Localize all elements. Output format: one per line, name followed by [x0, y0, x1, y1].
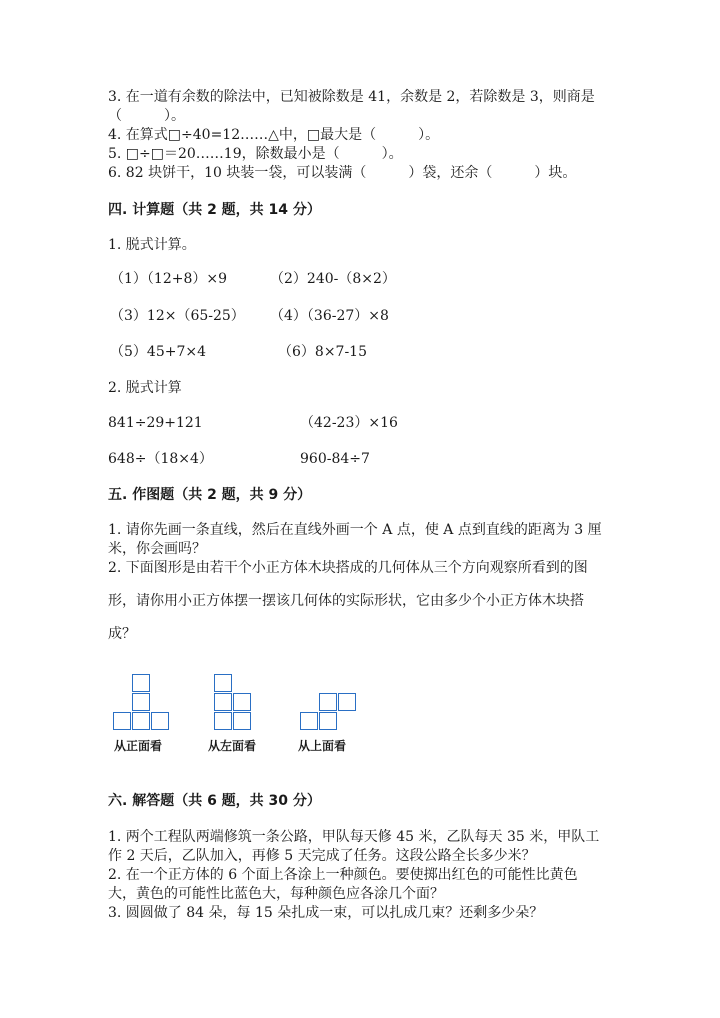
calc-item: （2）240-（8×2）	[270, 271, 396, 287]
calc-q1-title: 1. 脱式计算。	[108, 237, 196, 253]
word-q2-line1: 2. 在一个正方体的 6 个面上各涂上一种颜色。要使掷出红色的可能性比黄色	[108, 867, 578, 883]
cube-square	[132, 674, 150, 692]
cube-square	[233, 693, 251, 711]
calc-q2-title: 2. 脱式计算	[108, 380, 182, 396]
section-4-heading: 四. 计算题（共 2 题，共 14 分）	[108, 202, 321, 218]
calc-item: 960-84÷7	[300, 451, 370, 467]
word-q3: 3. 圆圆做了 84 朵，每 15 朵扎成一束，可以扎成几束？还剩多少朵？	[108, 905, 544, 921]
word-q2-line2: 大，黄色的可能性比蓝色大，每种颜色应各涂几个面？	[108, 886, 444, 902]
calc-item: 648÷（18×4）	[108, 451, 213, 467]
calc-item: （6）8×7-15	[278, 344, 367, 360]
cube-square	[319, 693, 337, 711]
draw-q2-line1: 2. 下面图形是由若干个小正方体木块搭成的几何体从三个方向观察所看到的图	[108, 560, 588, 576]
cube-square	[151, 712, 169, 730]
cube-square	[300, 712, 318, 730]
question-4: 4. 在算式□÷40=12……△中，□最大是（ ）。	[108, 127, 440, 143]
front-view-figure	[112, 674, 176, 734]
cube-square	[113, 712, 131, 730]
cube-square	[214, 674, 232, 692]
draw-q2-line3: 成？	[108, 626, 136, 642]
word-q1-line1: 1. 两个工程队两端修筑一条公路，甲队每天修 45 米，乙队每天 35 米，甲队工	[108, 829, 600, 845]
draw-q1-line1: 1. 请你先画一条直线，然后在直线外画一个 A 点，使 A 点到直线的距离为 3 厘	[108, 522, 602, 538]
cube-square	[319, 712, 337, 730]
front-view-caption: 从正面看	[114, 739, 163, 753]
cube-square	[214, 712, 232, 730]
question-6: 6. 82 块饼干，10 块装一袋，可以装满（ ）袋，还余（ ）块。	[108, 165, 577, 181]
left-view-caption: 从左面看	[208, 739, 257, 753]
question-3-line1: 3. 在一道有余数的除法中，已知被除数是 41，余数是 2，若除数是 3，则商是	[108, 89, 595, 105]
calc-item: （4）（36-27）×8	[270, 308, 389, 324]
cube-square	[338, 693, 356, 711]
question-5: 5. □÷□＝20……19，除数最小是（ ）。	[108, 146, 403, 162]
cube-square	[233, 712, 251, 730]
cube-square	[132, 693, 150, 711]
top-view-caption: 从上面看	[298, 739, 347, 753]
calc-item: （5）45+7×4	[110, 344, 206, 360]
calc-item: （3）12×（65-25）	[110, 308, 245, 324]
left-view-figure	[214, 674, 264, 734]
calc-item: （42-23）×16	[300, 415, 398, 431]
top-view-figure	[300, 693, 364, 733]
question-3-line2: （ ）。	[108, 108, 185, 124]
calc-item: 841÷29+121	[108, 415, 203, 431]
section-5-heading: 五. 作图题（共 2 题，共 9 分）	[108, 487, 312, 503]
cube-square	[132, 712, 150, 730]
word-q1-line2: 作 2 天后，乙队加入，再修 5 天完成了任务。这段公路全长多少米？	[108, 848, 536, 864]
section-6-heading: 六. 解答题（共 6 题，共 30 分）	[108, 793, 321, 809]
cube-square	[214, 693, 232, 711]
calc-item: （1）（12+8）×9	[110, 271, 227, 287]
draw-q1-line2: 米，你会画吗？	[108, 541, 206, 557]
draw-q2-line2: 形，请你用小正方体摆一摆该几何体的实际形状，它由多少个小正方体木块搭	[108, 593, 584, 609]
